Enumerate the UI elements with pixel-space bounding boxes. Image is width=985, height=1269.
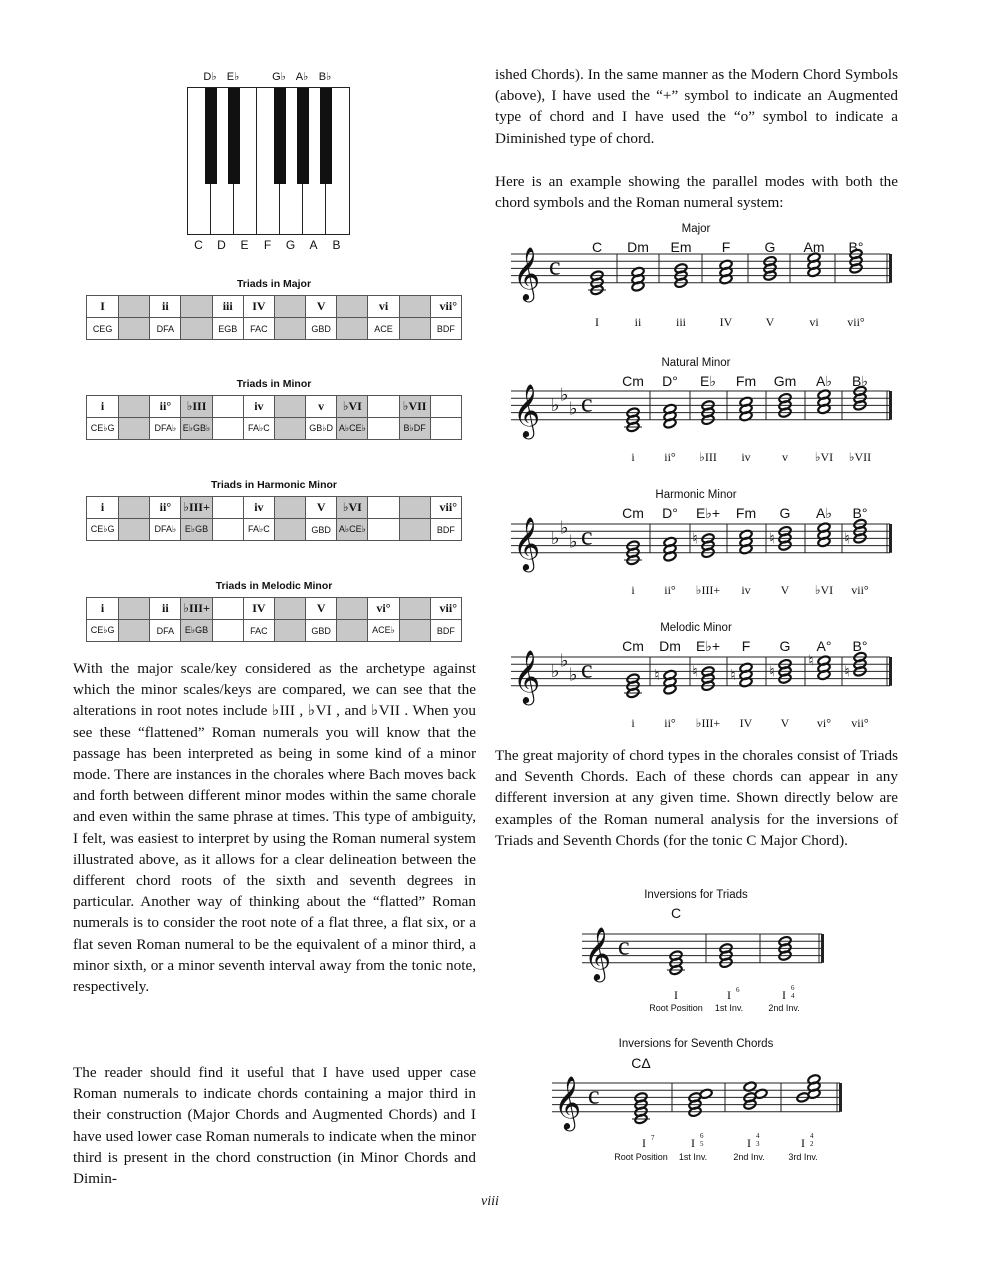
- natural-icon: ♮: [692, 529, 698, 548]
- right-paragraph-2: Here is an example showing the parallel modes with both the chord symbols and the Roman numeral system:: [495, 173, 898, 212]
- roman-numeral: ♭VII: [848, 450, 872, 464]
- table-numeral-cell: IV: [243, 296, 274, 318]
- flat-icon: ♭: [551, 395, 560, 417]
- inversion-label: 1st Inv.: [714, 1003, 744, 1013]
- chord-symbol: Dm: [627, 239, 649, 255]
- roman-numeral: ♭III: [699, 450, 717, 464]
- table-numeral-cell: i: [87, 396, 119, 418]
- treble-clef-icon: 𝄞: [513, 648, 541, 703]
- inversion-label: 2nd Inv.: [733, 1152, 765, 1162]
- chord-symbol: E♭+: [695, 505, 721, 521]
- left-paragraph-1: With the major scale/key considered as the archetype against which the minor scales/keys are compared, we can see that the alterations in root notes include ♭III , ♭VI , and ♭VII . When you see these “flattened” Roman numerals you will know that the passage has been interpreted as being in some kind of a minor mode. There are instances in the chorales where Bach moves back and forth between different minor modes within the same chorale and even within the same phrase at times. This type of ambiguity, I felt, was easiest to interpret by using the Roman numeral system illustrated above, as it allows for a clear delineation between the different chord roots of the sixth and seventh degrees in particular. Another way of thinking about the “flatted” Roman numerals is to consider the root note of a flat three, a flat six, or a flat seven Roman numeral to be the equivalent of a minor third, a minor sixth, or a minor seventh interval away from the tonic note, respectively.: [73, 660, 476, 996]
- roman-numeral: iii: [675, 315, 687, 329]
- table-notes-cell: FA♭C: [243, 519, 274, 541]
- table-notes-cell: BDF: [430, 620, 461, 642]
- natural-icon: ♮: [769, 529, 775, 548]
- table-notes-cell: FAC: [243, 620, 274, 642]
- flat-icon: ♭: [560, 517, 569, 539]
- common-time-icon: c: [618, 931, 630, 961]
- natural-icon: ♮: [654, 666, 660, 684]
- staff-title: Inversions for Triads: [644, 889, 748, 901]
- treble-clef-icon: 𝄞: [554, 1074, 582, 1129]
- figured-bass: 4: [756, 1132, 760, 1140]
- natural-icon: ♮: [730, 666, 736, 684]
- roman-numeral: ♭III+: [695, 583, 721, 597]
- inversion-label: Root Position: [614, 1152, 668, 1162]
- chord-symbol: Cm: [622, 373, 644, 389]
- final-bar-line: [839, 1083, 842, 1112]
- figured-bass: 6: [700, 1132, 704, 1140]
- flat-icon: ♭: [569, 531, 578, 553]
- roman-numeral: vii°: [851, 716, 869, 730]
- figured-bass: 4: [810, 1132, 814, 1140]
- table-numeral-cell: vii°: [430, 598, 461, 620]
- table-numeral-cell: ♭VI: [337, 396, 368, 418]
- roman-numeral: iv: [741, 450, 751, 464]
- table-notes-cell: CE♭G: [87, 519, 119, 541]
- chord-symbol: Cm: [622, 505, 644, 521]
- table-notes-cell: E♭GB♭: [181, 418, 212, 440]
- triad-table-title: Triads in Harmonic Minor: [210, 479, 338, 491]
- triad-table-title: Triads in Major: [236, 278, 312, 290]
- chord-symbol: E♭: [700, 373, 716, 389]
- roman-numeral: ♭VI: [814, 583, 834, 597]
- figured-bass: 5: [700, 1140, 704, 1148]
- roman-numeral: vi°: [816, 716, 832, 730]
- roman-numeral: I: [801, 1136, 805, 1150]
- table-notes-cell: B♭DF: [399, 418, 430, 440]
- chord-symbol: D°: [662, 373, 678, 389]
- treble-clef-icon: 𝄞: [513, 515, 541, 570]
- chord-symbol: A°: [816, 638, 832, 654]
- staff-title: Major: [681, 223, 711, 235]
- roman-numeral: ii: [634, 315, 642, 329]
- white-key-label: D: [217, 238, 226, 252]
- table-notes-cell: ACE: [368, 318, 399, 340]
- table-numeral-cell: V: [306, 598, 337, 620]
- black-key-label: G♭: [272, 71, 286, 83]
- table-notes-cell: DFA: [150, 620, 181, 642]
- chord-symbol: Cm: [622, 638, 644, 654]
- table-numeral-cell: ii°: [150, 396, 181, 418]
- table-notes-cell: BDF: [430, 318, 461, 340]
- table-numeral-cell: V: [306, 296, 337, 318]
- roman-numeral: ♭VI: [814, 450, 834, 464]
- roman-numeral: iv: [741, 583, 751, 597]
- figured-bass: 7: [651, 1134, 655, 1142]
- staff-title: Inversions for Seventh Chords: [618, 1038, 774, 1050]
- table-numeral-cell: ♭VII: [399, 396, 430, 418]
- white-key-label: E: [240, 238, 249, 252]
- chord-symbol: Dm: [659, 638, 681, 654]
- roman-numeral: I: [674, 988, 678, 1002]
- chord-symbol: A♭: [816, 505, 832, 521]
- table-numeral-cell: ii: [150, 296, 181, 318]
- table-numeral-cell: vii°: [430, 497, 461, 519]
- table-numeral-cell: I: [87, 296, 119, 318]
- common-time-icon: c: [581, 521, 593, 551]
- table-numeral-cell: i: [87, 598, 119, 620]
- table-numeral-cell: i: [87, 497, 119, 519]
- chord-symbol: C: [670, 905, 682, 921]
- chord-symbol: B♭: [852, 373, 868, 389]
- table-notes-cell: FAC: [243, 318, 274, 340]
- table-numeral-cell: ♭III+: [181, 497, 212, 519]
- chord-symbol: Em: [670, 239, 692, 255]
- left-paragraph-2: The reader should find it useful that I have used upper case Roman numerals to indicate chords containing a major third in their construction (Major Chords and Augmented Chords) and I have used lower case Roman numerals to indicate when the minor third is present in the chord construction (in Minor Chords and Dimin-: [73, 1064, 476, 1188]
- roman-numeral: IV: [739, 716, 753, 730]
- roman-numeral: i: [631, 716, 635, 730]
- chord-symbol: G: [764, 239, 776, 255]
- table-numeral-cell: ii°: [150, 497, 181, 519]
- roman-numeral: IV: [719, 315, 733, 329]
- black-key-label: A♭: [295, 71, 309, 83]
- roman-numeral: I: [595, 315, 599, 329]
- table-numeral-cell: ii: [150, 598, 181, 620]
- chord-symbol: F: [721, 239, 731, 255]
- flat-icon: ♭: [569, 664, 578, 686]
- roman-numeral: V: [780, 583, 790, 597]
- white-key-label: A: [309, 238, 318, 252]
- table-numeral-cell: IV: [243, 598, 274, 620]
- flat-icon: ♭: [551, 528, 560, 550]
- figured-bass: 6: [736, 986, 740, 994]
- table-notes-cell: DFA♭: [150, 418, 181, 440]
- staff-title: Melodic Minor: [660, 622, 732, 634]
- final-bar-line: [889, 657, 892, 686]
- table-numeral-cell: ♭III+: [181, 598, 212, 620]
- natural-icon: ♮: [692, 662, 698, 681]
- figured-bass: 4: [791, 992, 795, 1000]
- chord-symbol: F: [741, 638, 751, 654]
- table-notes-cell: E♭GB: [181, 519, 212, 541]
- chord-symbol: B°: [848, 239, 864, 255]
- common-time-icon: c: [581, 388, 593, 418]
- staff-title: Harmonic Minor: [655, 489, 737, 501]
- roman-numeral: v: [782, 450, 788, 464]
- table-notes-cell: ACE♭: [368, 620, 399, 642]
- inversion-label: 3rd Inv.: [788, 1152, 818, 1162]
- chord-symbol: C: [591, 239, 603, 255]
- inversion-label: 1st Inv.: [678, 1152, 708, 1162]
- table-notes-cell: A♭CE♭: [337, 519, 368, 541]
- chord-symbol: CΔ: [631, 1055, 651, 1071]
- inversion-label: Root Position: [649, 1003, 703, 1013]
- treble-clef-icon: 𝄞: [513, 382, 541, 437]
- table-notes-cell: GBD: [306, 318, 337, 340]
- final-bar-line: [889, 524, 892, 553]
- common-time-icon: c: [581, 654, 593, 684]
- staff-title: Natural Minor: [661, 357, 731, 369]
- table-numeral-cell: iv: [243, 497, 274, 519]
- inversion-label: 2nd Inv.: [768, 1003, 800, 1013]
- figured-bass: 3: [756, 1140, 760, 1148]
- table-numeral-cell: v: [306, 396, 337, 418]
- table-numeral-cell: vi°: [368, 598, 399, 620]
- flat-icon: ♭: [560, 384, 569, 406]
- roman-numeral: vii°: [847, 315, 865, 329]
- roman-numeral: I: [727, 988, 731, 1002]
- table-numeral-cell: ♭VI: [337, 497, 368, 519]
- roman-numeral: I: [747, 1136, 751, 1150]
- page-number: viii: [481, 1194, 499, 1209]
- treble-clef-icon: 𝄞: [513, 245, 541, 300]
- natural-icon: ♮: [844, 529, 850, 548]
- roman-numeral: ii°: [664, 450, 676, 464]
- roman-numeral: vi: [809, 315, 819, 329]
- triad-table-title: Triads in Melodic Minor: [215, 580, 333, 592]
- common-time-icon: c: [549, 251, 561, 281]
- white-key-label: F: [263, 238, 272, 252]
- flat-icon: ♭: [560, 650, 569, 672]
- table-numeral-cell: iii: [212, 296, 243, 318]
- table-numeral-cell: iv: [243, 396, 274, 418]
- chord-symbol: G: [779, 505, 791, 521]
- table-notes-cell: GBD: [306, 519, 337, 541]
- table-notes-cell: FA♭C: [243, 418, 274, 440]
- table-numeral-cell: V: [306, 497, 337, 519]
- roman-numeral: V: [780, 716, 790, 730]
- common-time-icon: c: [588, 1080, 600, 1110]
- natural-icon: ♮: [769, 662, 775, 681]
- table-notes-cell: DFA♭: [150, 519, 181, 541]
- black-key-label: B♭: [318, 71, 332, 83]
- chord-symbol: D°: [662, 505, 678, 521]
- chord-symbol: B°: [852, 505, 868, 521]
- natural-icon: ♮: [844, 662, 850, 681]
- white-key-label: B: [332, 238, 341, 252]
- flat-icon: ♭: [551, 661, 560, 683]
- roman-numeral: I: [691, 1136, 695, 1150]
- table-notes-cell: A♭CE♭: [337, 418, 368, 440]
- table-notes-cell: CEG: [87, 318, 119, 340]
- chord-symbol: B°: [852, 638, 868, 654]
- flat-icon: ♭: [569, 398, 578, 420]
- chord-symbol: Gm: [773, 373, 797, 389]
- chord-symbol: Am: [803, 239, 825, 255]
- triad-table-title: Triads in Minor: [236, 378, 312, 390]
- table-notes-cell: GB♭D: [306, 418, 337, 440]
- roman-numeral: vii°: [851, 583, 869, 597]
- black-key-label: D♭: [203, 71, 217, 83]
- right-paragraph-3: The great majority of chord types in the chorales consist of Triads and Seventh Chords. Each of these chords can appear in any different inversion at any given time. Shown directly below are examples of the Roman numeral analysis for the inversions of Triads and Seventh Chords (for the tonic C Major Chord).: [495, 747, 898, 849]
- chord-symbol: G: [779, 638, 791, 654]
- roman-numeral: ii°: [664, 716, 676, 730]
- table-notes-cell: CE♭G: [87, 418, 119, 440]
- chord-symbol: Fm: [735, 505, 757, 521]
- table-numeral-cell: vi: [368, 296, 399, 318]
- roman-numeral: I: [642, 1136, 646, 1150]
- white-key-label: G: [285, 238, 296, 252]
- final-bar-line: [821, 934, 824, 963]
- chord-symbol: E♭+: [695, 638, 721, 654]
- right-paragraph-1: ished Chords). In the same manner as the Modern Chord Symbols (above), I have used the “+” symbol to indicate an Augmented type of chord and I have used the “o” symbol to indicate a Diminished type of chord.: [495, 66, 898, 147]
- final-bar-line: [889, 391, 892, 420]
- table-notes-cell: CE♭G: [87, 620, 119, 642]
- final-bar-line: [889, 254, 892, 283]
- figured-bass: 6: [791, 984, 795, 992]
- table-notes-cell: BDF: [430, 519, 461, 541]
- table-numeral-cell: vii°: [430, 296, 461, 318]
- roman-numeral: i: [631, 583, 635, 597]
- chord-symbol: A♭: [816, 373, 832, 389]
- roman-numeral: ii°: [664, 583, 676, 597]
- table-notes-cell: E♭GB: [181, 620, 212, 642]
- treble-clef-icon: 𝄞: [584, 925, 612, 980]
- figured-bass: 2: [810, 1140, 814, 1148]
- table-numeral-cell: ♭III: [181, 396, 212, 418]
- table-notes-cell: EGB: [212, 318, 243, 340]
- white-key-label: C: [194, 238, 203, 252]
- chord-symbol: Fm: [735, 373, 757, 389]
- roman-numeral: V: [765, 315, 775, 329]
- table-notes-cell: GBD: [306, 620, 337, 642]
- roman-numeral: ♭III+: [695, 716, 721, 730]
- table-notes-cell: DFA: [150, 318, 181, 340]
- black-key-label: E♭: [226, 71, 240, 83]
- roman-numeral: I: [782, 988, 786, 1002]
- natural-icon: ♮: [808, 651, 814, 670]
- roman-numeral: i: [631, 450, 635, 464]
